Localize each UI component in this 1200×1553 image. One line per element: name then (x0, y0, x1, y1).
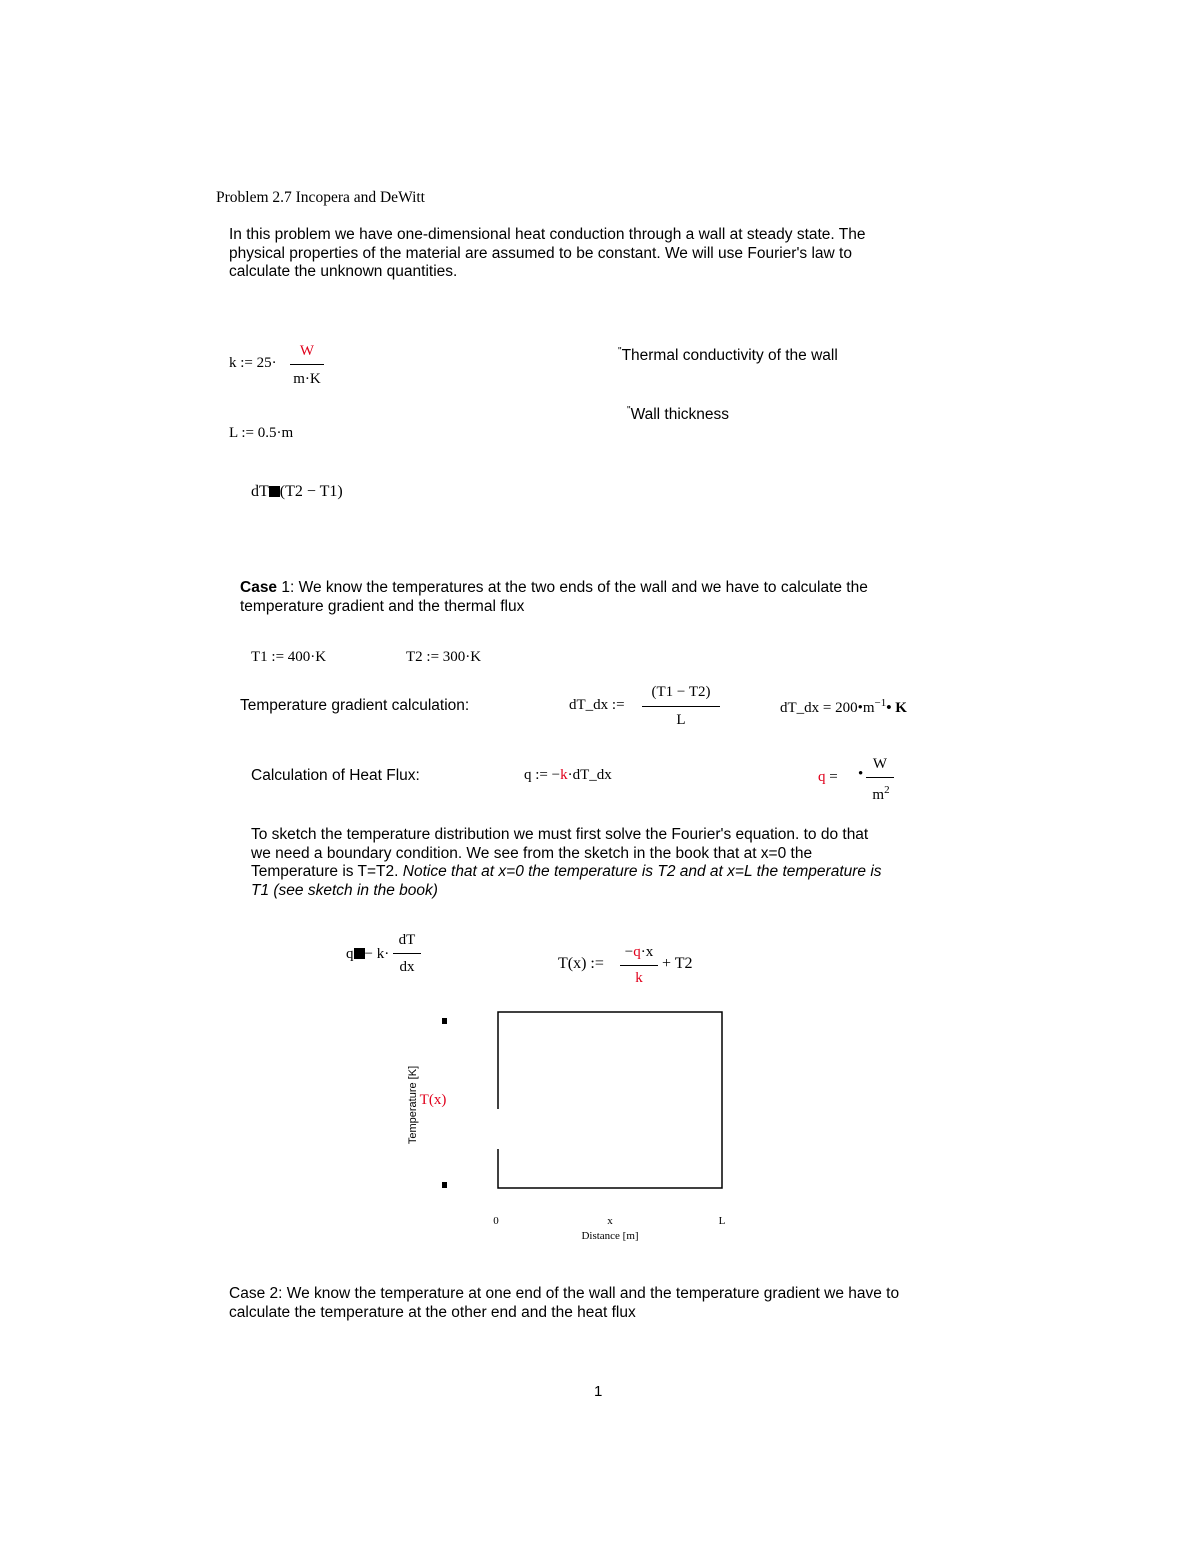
flux-result-exponent: 2 (884, 784, 890, 796)
case2-paragraph (229, 1285, 899, 1322)
sketch-line-1: To sketch the temperature distribution we must first solve the Fourier's equation. to do that (251, 826, 869, 843)
Tx-minus: − (624, 944, 634, 960)
L-definition: L := 0.5·m (229, 425, 294, 441)
Tx-x: ·x (640, 944, 654, 960)
comment-marker: " (618, 346, 622, 357)
Tx-fraction-bar (620, 965, 658, 966)
flux-result-dot: • (858, 766, 864, 782)
y-axis-label: Temperature [K] (407, 1065, 419, 1145)
gradient-numerator: (T1 − T2) (651, 684, 711, 700)
equals-placeholder-icon (269, 486, 280, 497)
flux-result-numerator: W (872, 756, 888, 772)
L-comment (627, 402, 729, 425)
Tx-plus-T2: + T2 (662, 955, 693, 972)
intro-line-2: physical properties of the material are assumed to be constant. We will use Fourier's law to (229, 244, 852, 262)
L-comment-text: Wall thickness (630, 406, 730, 423)
case1-text-1: We know the temperatures at the two ends of the wall and we have to calculate the (294, 579, 868, 596)
flux-result-bar (866, 777, 894, 778)
sketch-line-3 (251, 863, 882, 882)
fourier-minus-k: − k· (364, 946, 390, 962)
flux-k: k (560, 767, 568, 783)
dT-definition (251, 483, 343, 501)
case2-line-1 (229, 1285, 899, 1304)
y-axis-bottom-marker (442, 1182, 447, 1188)
x-tick-0: 0 (493, 1215, 499, 1227)
gradient-result (780, 697, 907, 717)
series-label-Tx: T(x) (419, 1092, 447, 1108)
flux-lhs: q := − (524, 767, 561, 783)
flux-definition (524, 767, 612, 784)
k-fraction-bar (290, 364, 324, 365)
case1-paragraph (240, 579, 868, 616)
page-title: Problem 2.7 Incopera and DeWitt (216, 189, 425, 206)
flux-result-denominator (864, 784, 898, 804)
flux-result (818, 769, 838, 786)
fourier-numerator: dT (398, 932, 416, 948)
k-comment-text: Thermal conductivity of the wall (621, 347, 838, 364)
k-unit-denominator: m·K (293, 371, 321, 387)
sketch-paragraph (251, 826, 882, 900)
Tx-q: q (633, 944, 641, 960)
dT-rhs: (T2 − T1) (279, 483, 343, 500)
fourier-denominator: dx (399, 959, 415, 975)
fourier-q: q (346, 946, 354, 962)
flux-result-equals: = (825, 769, 838, 785)
Tx-denominator: k (635, 970, 643, 986)
flux-result-q: q (818, 769, 826, 785)
fourier-law (346, 946, 389, 963)
plot-frame (498, 1012, 722, 1188)
sketch-line-3-plain: Temperature is T=T2. (251, 863, 403, 880)
intro-line-3: calculate the unknown quantities. (229, 263, 458, 280)
case1-label: Case (240, 579, 278, 596)
case2-line-2: calculate the temperature at the other end and the heat flux (229, 1303, 636, 1321)
T1-definition: T1 := 400·K (251, 649, 327, 665)
temperature-chart (396, 1005, 746, 1250)
k-definition-lhs: k := 25· (229, 355, 277, 371)
plot-frame-gap (496, 1109, 501, 1149)
intro-paragraph (229, 226, 865, 282)
comment-marker: " (627, 405, 631, 416)
gradient-denominator: L (676, 712, 686, 728)
gradient-lhs: dT_dx := (569, 697, 625, 713)
fourier-fraction-bar (393, 953, 421, 954)
case1-line-2: temperature gradient and the thermal flux (240, 597, 525, 615)
y-axis-top-marker (442, 1018, 447, 1024)
case1-line-1 (240, 579, 868, 598)
flux-label: Calculation of Heat Flux: (251, 767, 420, 784)
Tx-numerator (618, 944, 660, 961)
gradient-fraction-bar (642, 706, 720, 707)
sketch-line-4-italic: T1 (see sketch in the book) (251, 881, 438, 899)
flux-result-m: m (872, 787, 885, 803)
dT-lhs: dT (251, 483, 269, 500)
gradient-result-unit: •m (857, 700, 875, 716)
sketch-line-4 (251, 882, 882, 901)
k-unit-numerator: W (299, 343, 315, 359)
Tx-lhs: T(x) := (558, 955, 604, 972)
equals-placeholder-icon (354, 948, 365, 959)
case2-number: 2: (269, 1285, 283, 1302)
gradient-result-kelvin: • K (886, 700, 907, 716)
sketch-line-3-italic: Notice that at x=0 the temperature is T2 and at x=L the temperature is (402, 863, 882, 880)
gradient-result-exponent: −1 (874, 697, 887, 709)
page-number: 1 (594, 1383, 603, 1400)
sketch-line-2: we need a boundary condition. We see from the sketch in the book that at x=0 the (251, 844, 813, 862)
case2-text-1: We know the temperature at one end of the wall and the temperature gradient we have to (282, 1285, 900, 1302)
x-axis-label: Distance [m] (581, 1230, 639, 1242)
case1-number: 1: (281, 579, 295, 596)
x-tick-x: x (607, 1215, 613, 1227)
gradient-result-value: dT_dx = 200 (780, 700, 858, 716)
T2-definition: T2 := 300·K (406, 649, 482, 665)
case2-label: Case (229, 1285, 266, 1302)
k-comment (618, 343, 838, 366)
flux-rhs: ·dT_dx (567, 767, 612, 783)
x-tick-L: L (718, 1215, 726, 1227)
gradient-label: Temperature gradient calculation: (240, 697, 470, 714)
intro-line-1: In this problem we have one-dimensional heat conduction through a wall at steady state. The (229, 226, 866, 243)
